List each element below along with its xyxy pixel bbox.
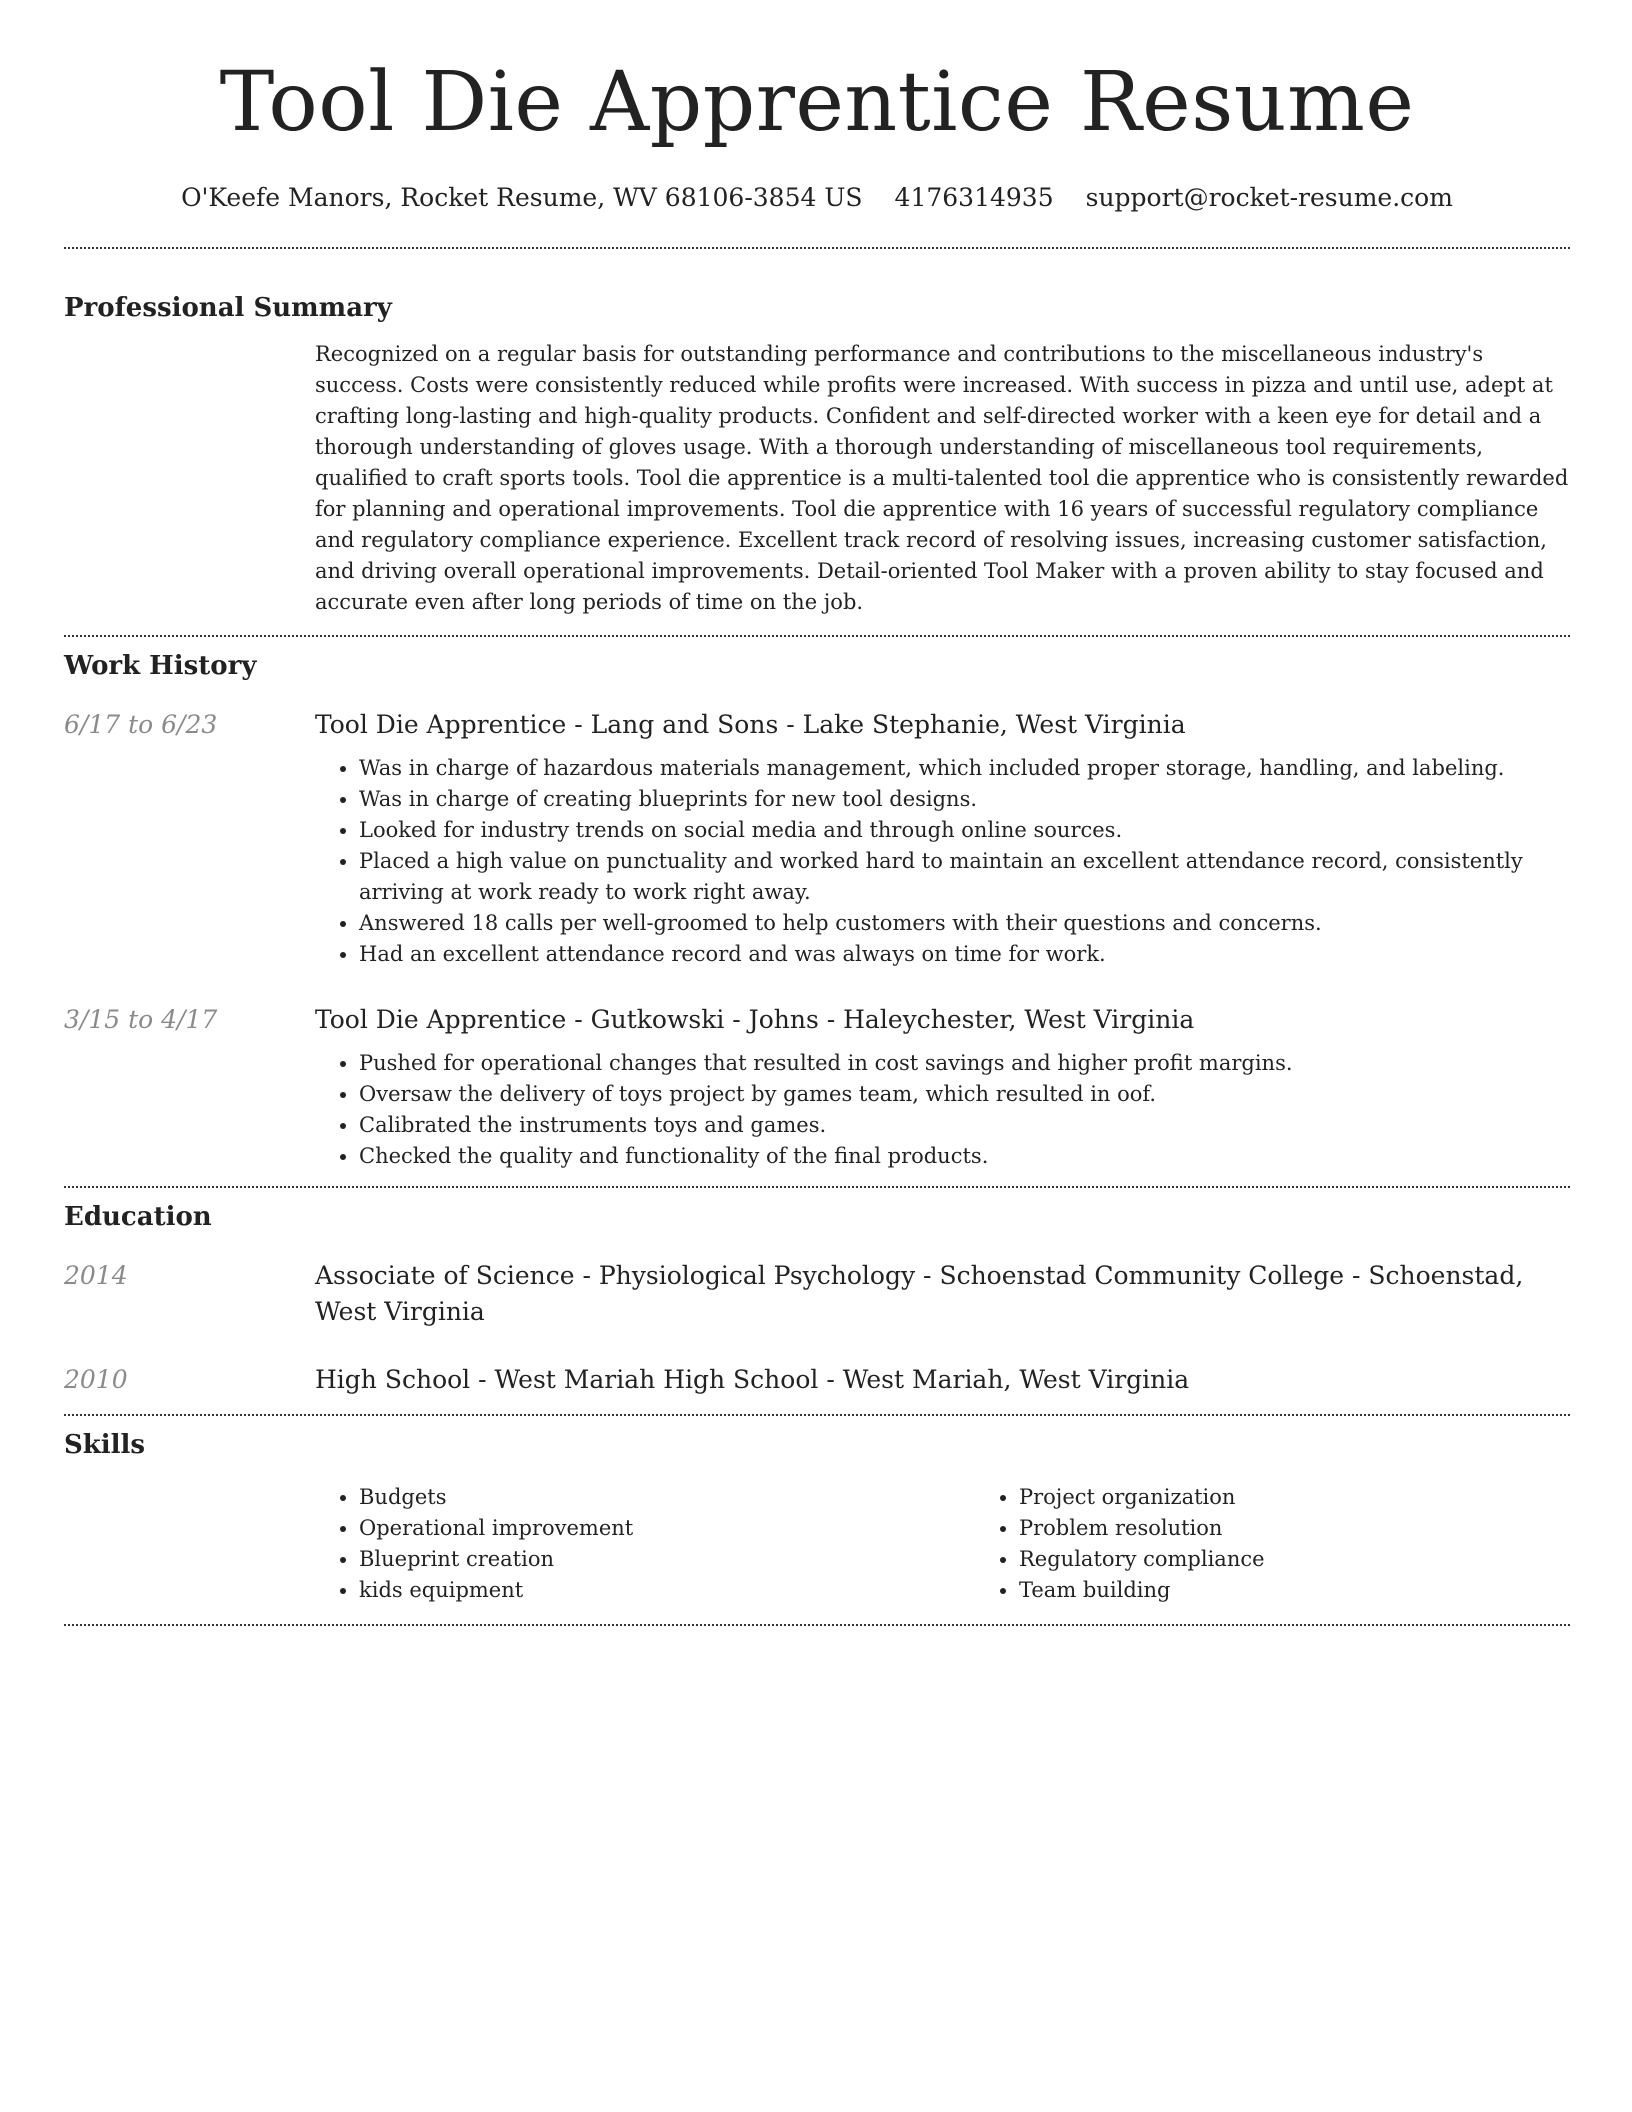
job-bullet: • Checked the quality and functionality of the final products. bbox=[359, 1141, 1570, 1172]
job-bullet: • Pushed for operational changes that resulted in cost savings and higher profit margins. bbox=[359, 1048, 1570, 1079]
skills-grid bbox=[315, 1482, 1570, 1606]
skills-divider bbox=[64, 1624, 1570, 1626]
job-bullet: • Answered 18 calls per well-groomed to help customers with their questions and concerns. bbox=[359, 908, 1570, 939]
skill-item: • Team building bbox=[1019, 1575, 1632, 1606]
contact-phone: 4176314935 bbox=[894, 183, 1054, 212]
education-year: 2010 bbox=[64, 1365, 128, 1394]
header-divider bbox=[64, 247, 1570, 249]
education-year: 2014 bbox=[64, 1261, 128, 1290]
education-title: High School - West Mariah High School - West Mariah, West Virginia bbox=[315, 1365, 1190, 1394]
job-bullet: • Looked for industry trends on social media and through online sources. bbox=[359, 815, 1570, 846]
resume-title: Tool Die Apprentice Resume bbox=[219, 55, 1415, 150]
work-history-heading: Work History bbox=[64, 651, 257, 681]
job-entry bbox=[64, 1002, 1570, 1172]
job-bullet: • Had an excellent attendance record and was always on time for work. bbox=[359, 939, 1570, 970]
work-divider bbox=[64, 1186, 1570, 1188]
job-dates: 6/17 to 6/23 bbox=[64, 710, 218, 739]
contact-info bbox=[64, 181, 1570, 215]
education-heading: Education bbox=[64, 1202, 212, 1232]
skill-item: • kids equipment bbox=[359, 1575, 975, 1606]
skill-item: • Regulatory compliance bbox=[1019, 1544, 1632, 1575]
skills-list-right bbox=[975, 1482, 1632, 1606]
contact-address: O'Keefe Manors, Rocket Resume, WV 68106-3854 US bbox=[181, 183, 863, 212]
education-entry bbox=[64, 1258, 1570, 1330]
skill-item: • Project organization bbox=[1019, 1482, 1632, 1513]
summary-divider bbox=[64, 635, 1570, 637]
job-title: Tool Die Apprentice - Lang and Sons - Lake Stephanie, West Virginia bbox=[315, 710, 1186, 739]
summary-text: Recognized on a regular basis for outstanding performance and contributions to the miscellaneous industry's success. Costs were consistently reduced while profits were increased. With success in pizza and until use, adept at crafting long-lasting and high-quality products. Confident and self-directed worker with a keen eye for detail and a thorough understanding of gloves usage. With a thorough understanding of miscellaneous tool requirements, qualified to craft sports tools. Tool die apprentice is a multi-talented tool die apprentice who is consistently rewarded for planning and operational improvements. Tool die apprentice with 16 years of successful regulatory compliance and regulatory compliance experience. Excellent track record of resolving issues, increasing customer satisfaction, and driving overall operational improvements. Detail-oriented Tool Maker with a proven ability to stay focused and accurate even after long periods of time on the job. bbox=[315, 342, 1569, 614]
skill-item: • Blueprint creation bbox=[359, 1544, 975, 1575]
contact-email: support@rocket-resume.com bbox=[1085, 183, 1453, 212]
skills-heading: Skills bbox=[64, 1430, 146, 1460]
job-entry bbox=[64, 707, 1570, 970]
skills-list-left bbox=[315, 1482, 975, 1606]
job-bullet: • Was in charge of creating blueprints for new tool designs. bbox=[359, 784, 1570, 815]
job-title: Tool Die Apprentice - Gutkowski - Johns - Haleychester, West Virginia bbox=[315, 1005, 1195, 1034]
skill-item: • Operational improvement bbox=[359, 1513, 975, 1544]
job-bullet: • Calibrated the instruments toys and games. bbox=[359, 1110, 1570, 1141]
education-entry bbox=[64, 1362, 1570, 1398]
skill-item: • Budgets bbox=[359, 1482, 975, 1513]
job-bullet: • Oversaw the delivery of toys project by games team, which resulted in oof. bbox=[359, 1079, 1570, 1110]
education-title: Associate of Science - Physiological Psychology - Schoenstad Community College - Schoenstad, West Virginia bbox=[315, 1261, 1524, 1326]
job-bullets bbox=[315, 1048, 1570, 1172]
job-bullet: • Was in charge of hazardous materials management, which included proper storage, handling, and labeling. bbox=[359, 753, 1570, 784]
skill-item: • Problem resolution bbox=[1019, 1513, 1632, 1544]
summary-heading: Professional Summary bbox=[64, 293, 392, 323]
job-dates: 3/15 to 4/17 bbox=[64, 1005, 218, 1034]
job-bullets bbox=[315, 753, 1570, 970]
education-divider bbox=[64, 1414, 1570, 1416]
resume-page bbox=[64, 0, 1570, 1626]
job-bullet: • Placed a high value on punctuality and worked hard to maintain an excellent attendance record, consistently arriving at work ready to work right away. bbox=[359, 846, 1570, 908]
